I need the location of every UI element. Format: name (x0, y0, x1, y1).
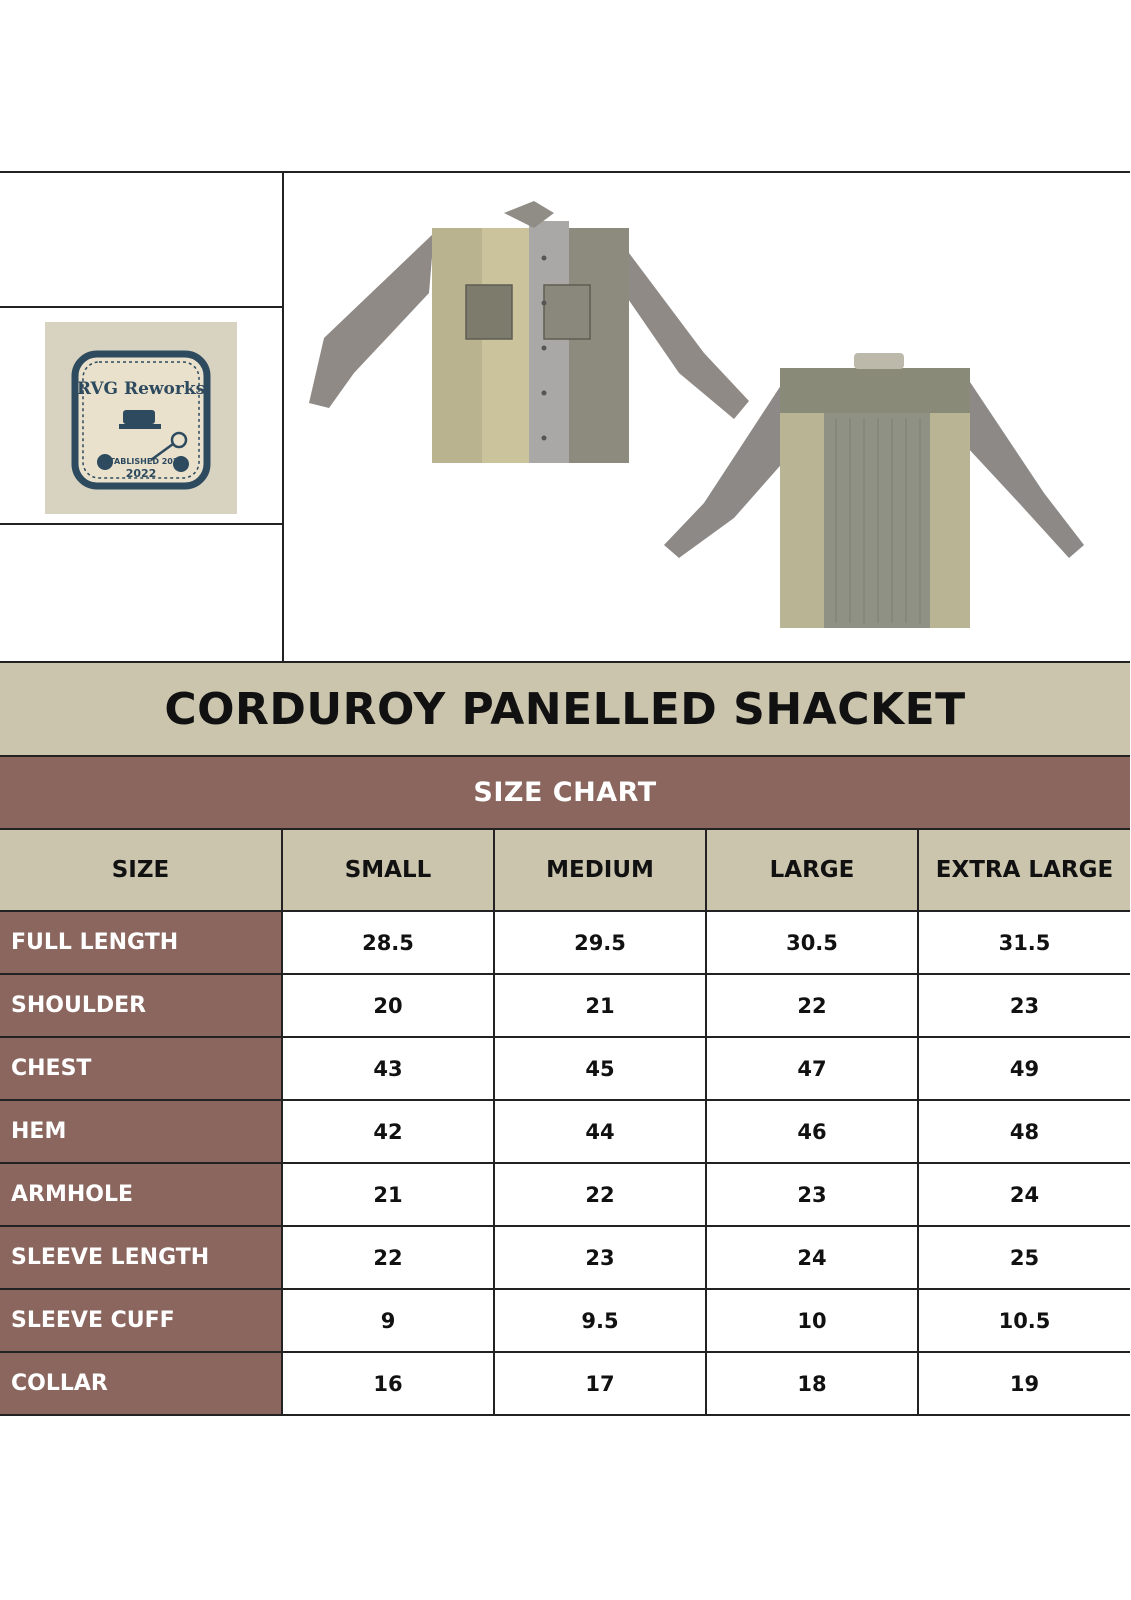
header-row (0, 830, 1130, 911)
row-label: SLEEVE LENGTH (0, 1226, 282, 1289)
header-extra-large: EXTRA LARGE (918, 830, 1130, 911)
cell-value: 24 (706, 1226, 918, 1289)
cell-value: 10.5 (918, 1289, 1130, 1352)
size-chart-sheet (0, 171, 1130, 1416)
row-label: HEM (0, 1100, 282, 1163)
table-row (0, 1037, 1130, 1100)
size-chart-table (0, 830, 1130, 1416)
cell-value: 46 (706, 1100, 918, 1163)
cell-value: 42 (282, 1100, 494, 1163)
logo-subtext: ESTABLISHED 2022 (97, 457, 185, 466)
cell-value: 9.5 (494, 1289, 706, 1352)
cell-value: 9 (282, 1289, 494, 1352)
header-small: SMALL (282, 830, 494, 911)
cell-value: 24 (918, 1163, 1130, 1226)
header-medium: MEDIUM (494, 830, 706, 911)
header-size: SIZE (0, 830, 282, 911)
size-chart-title: SIZE CHART (473, 777, 657, 808)
table-row (0, 1163, 1130, 1226)
cell-value: 49 (918, 1037, 1130, 1100)
cell-value: 25 (918, 1226, 1130, 1289)
table-row (0, 1289, 1130, 1352)
brand-logo (45, 322, 237, 514)
logo-text: RVG Reworks (76, 379, 206, 399)
table-row (0, 1100, 1130, 1163)
row-label: FULL LENGTH (0, 911, 282, 974)
table-row (0, 911, 1130, 974)
table-row (0, 1352, 1130, 1415)
cell-value: 30.5 (706, 911, 918, 974)
cell-value: 23 (494, 1226, 706, 1289)
cell-value: 45 (494, 1037, 706, 1100)
cell-value: 22 (282, 1226, 494, 1289)
cell-value: 28.5 (282, 911, 494, 974)
size-chart-title-band (0, 757, 1130, 830)
cell-value: 10 (706, 1289, 918, 1352)
logo-year: 2022 (125, 467, 157, 480)
product-photos (284, 173, 1130, 661)
shirt-front-image (309, 201, 749, 463)
cell-value: 23 (918, 974, 1130, 1037)
cell-value: 16 (282, 1352, 494, 1415)
cell-value: 22 (494, 1163, 706, 1226)
row-label: ARMHOLE (0, 1163, 282, 1226)
cell-value: 43 (282, 1037, 494, 1100)
cell-value: 18 (706, 1352, 918, 1415)
table-row (0, 1226, 1130, 1289)
cell-value: 19 (918, 1352, 1130, 1415)
empty-cell-top (0, 173, 282, 308)
product-title: CORDUROY PANELLED SHACKET (164, 683, 966, 735)
product-image-area (0, 173, 1130, 663)
header-large: LARGE (706, 830, 918, 911)
row-label: CHEST (0, 1037, 282, 1100)
cell-value: 22 (706, 974, 918, 1037)
cell-value: 20 (282, 974, 494, 1037)
cell-value: 21 (282, 1163, 494, 1226)
row-label: COLLAR (0, 1352, 282, 1415)
cell-value: 44 (494, 1100, 706, 1163)
cell-value: 48 (918, 1100, 1130, 1163)
cell-value: 31.5 (918, 911, 1130, 974)
cell-value: 23 (706, 1163, 918, 1226)
row-label: SLEEVE CUFF (0, 1289, 282, 1352)
table-row (0, 974, 1130, 1037)
cell-value: 29.5 (494, 911, 706, 974)
row-label: SHOULDER (0, 974, 282, 1037)
product-title-band (0, 663, 1130, 757)
sewing-machine-icon (119, 410, 161, 429)
cell-value: 21 (494, 974, 706, 1037)
logo-column (0, 173, 284, 661)
cell-value: 17 (494, 1352, 706, 1415)
cell-value: 47 (706, 1037, 918, 1100)
